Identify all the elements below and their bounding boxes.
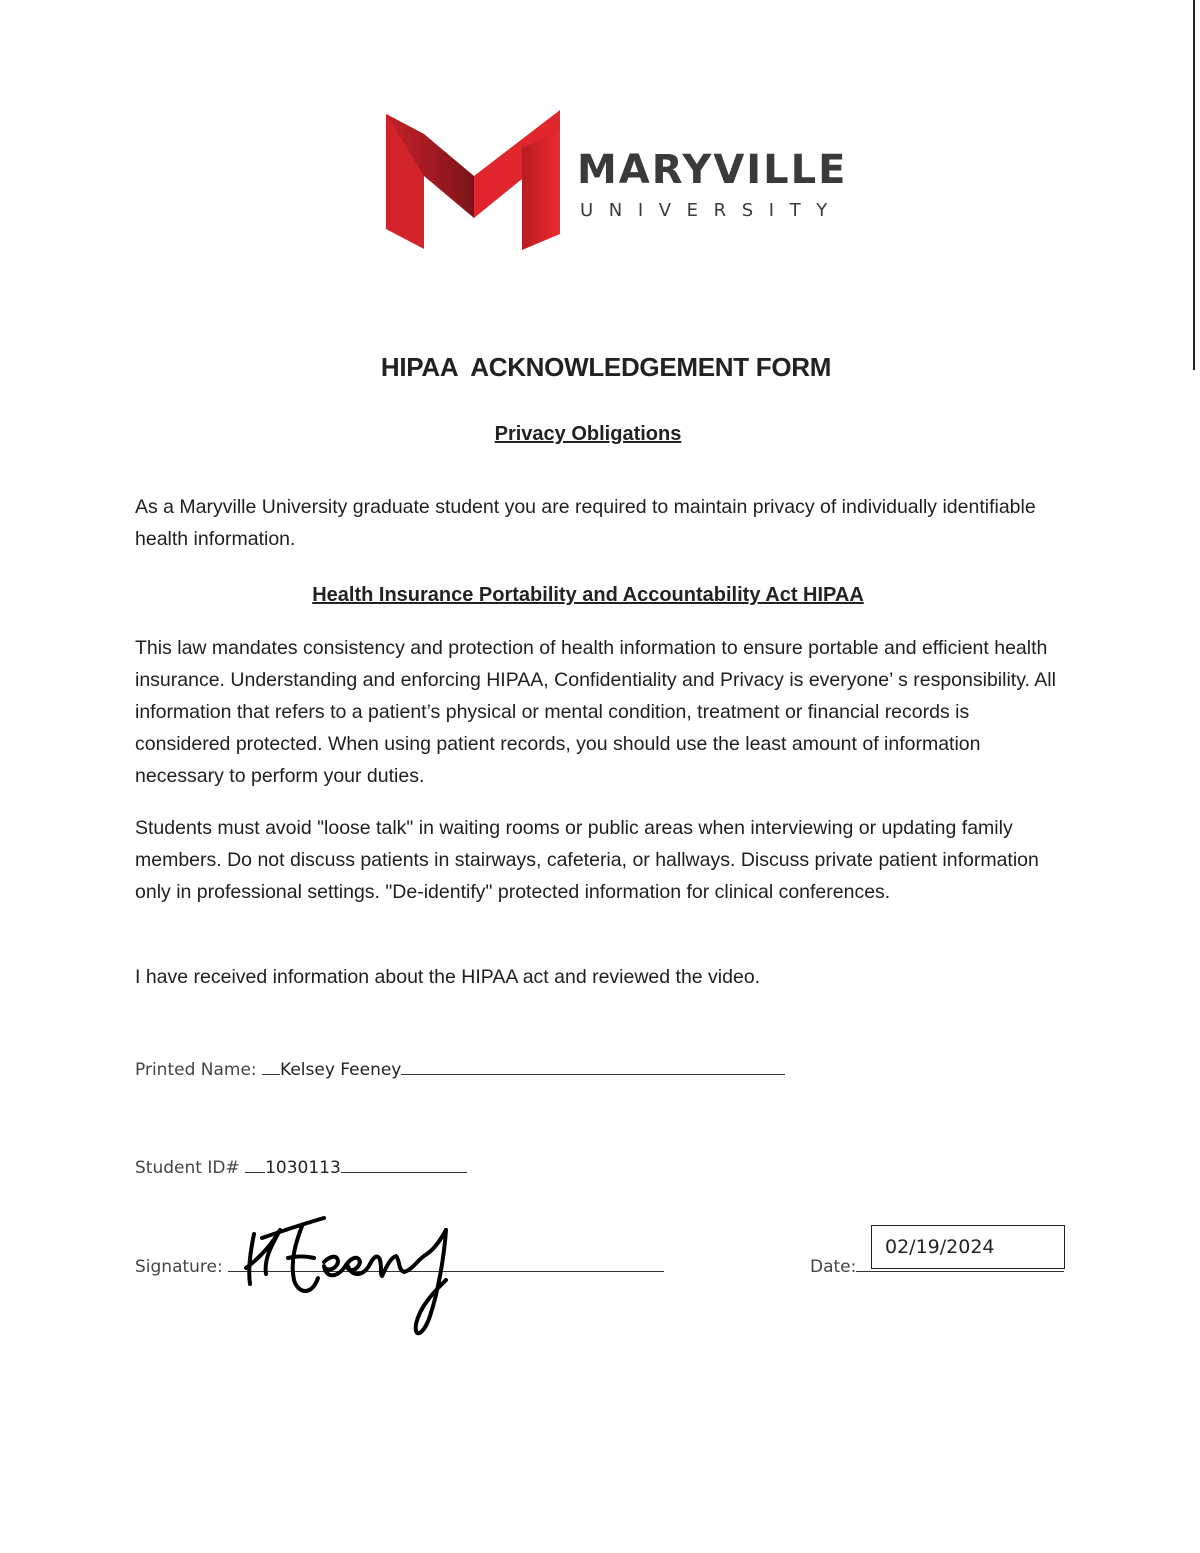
signature-label: Signature: bbox=[135, 1257, 223, 1277]
paragraph-loose-talk: Students must avoid "loose talk" in waiting rooms or public areas when interviewing or updating family members. Do not discuss patients in stairways, cafeteria, or hallways. Discuss private patient information only in professional settings. "De-identify" protected information for clinical conferences. bbox=[135, 817, 1039, 903]
student-id-value: 1030113 bbox=[265, 1158, 341, 1178]
page-edge-line bbox=[1193, 0, 1195, 370]
logo-wordmark: MARYVILLE bbox=[577, 147, 848, 193]
paragraph-hipaa-law: This law mandates consistency and protection of health information to ensure portable and efficient health insurance. Understanding and enforcing HIPAA, Confidentiality and Privacy is everyone’ s responsibility. All information that refers to a patient’s physical or mental condition, treatment or financial records is considered protected. When using patient records, you should use the least amount of information necessary to perform your duties. bbox=[135, 637, 1056, 787]
m-logo-icon bbox=[384, 106, 564, 252]
form-title: HIPAA ACKNOWLEDGEMENT FORM bbox=[380, 352, 832, 382]
paragraph-acknowledgement: I have received information about the HIPAA act and reviewed the video. bbox=[135, 966, 761, 988]
printed-name-value: Kelsey Feeney bbox=[280, 1060, 402, 1080]
handwritten-signature bbox=[240, 1208, 470, 1348]
student-id-field[interactable] bbox=[135, 1158, 467, 1178]
section-heading-privacy: Privacy Obligations bbox=[494, 423, 682, 445]
paragraph-privacy-intro: As a Maryville University graduate student you are required to maintain privacy of individually identifiable health information. bbox=[135, 496, 1036, 550]
printed-name-label: Printed Name: bbox=[135, 1060, 257, 1080]
student-id-label: Student ID# bbox=[135, 1158, 240, 1178]
section-heading-hipaa: Health Insurance Portability and Accountability Act HIPAA bbox=[312, 584, 864, 606]
date-value-box[interactable]: 02/19/2024 bbox=[871, 1225, 1065, 1269]
logo-subtitle: UNIVERSITY bbox=[580, 200, 843, 221]
university-logo bbox=[384, 106, 848, 252]
date-label: Date: bbox=[810, 1257, 857, 1277]
printed-name-field[interactable] bbox=[135, 1060, 785, 1080]
